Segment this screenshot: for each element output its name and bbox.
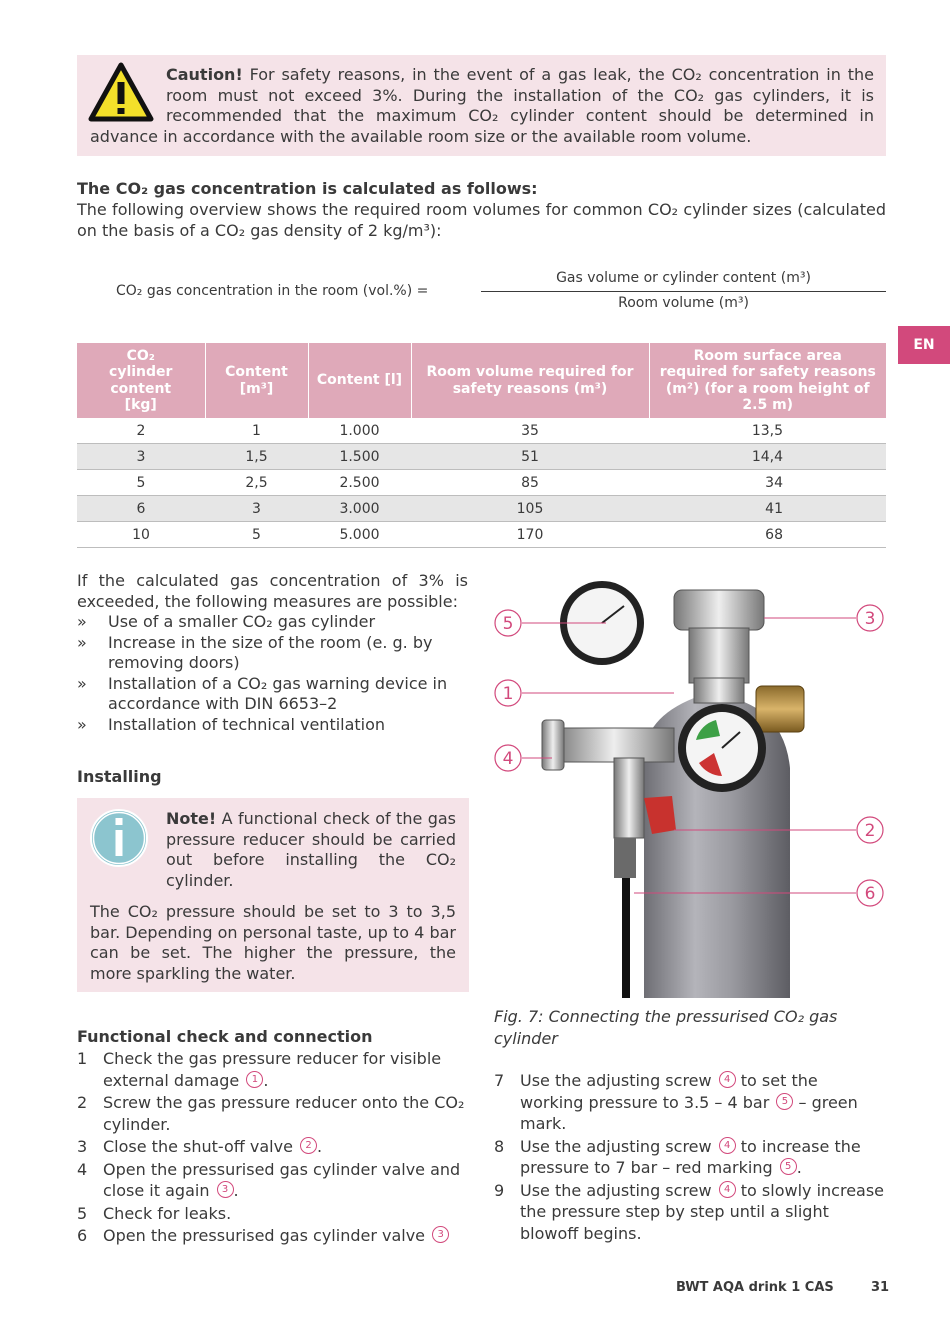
- table-header-row: [77, 343, 886, 418]
- header-content-l: Content [l]: [308, 343, 411, 418]
- callout-label-5: 5: [502, 614, 514, 634]
- page-number: 31: [871, 1280, 890, 1295]
- step-number: 4: [77, 1159, 88, 1179]
- table-cell: 2,5: [205, 470, 308, 496]
- caution-body: For safety reasons, in the event of a gas leak, the CO₂ concentration in the room must not exceed 3%. During the installation of the CO₂ gas cylinders, it is recommended that the maximum CO₂ cylinder content should be determined in advance in accordance with the available room size or the available room volume.: [90, 65, 874, 146]
- fraction-line: [481, 291, 886, 292]
- step-number: 8: [494, 1136, 505, 1156]
- step-text: Use the adjusting screw: [520, 1071, 712, 1090]
- callout-ref: 5: [776, 1093, 793, 1110]
- callout-ref: 3: [217, 1181, 234, 1198]
- table-cell: 1,5: [205, 444, 308, 470]
- step-item: [77, 1048, 469, 1091]
- functional-heading: Functional check and connection: [77, 1027, 373, 1046]
- table-row: [77, 444, 886, 470]
- table-cell: 1.000: [308, 418, 411, 444]
- step-text: Check for leaks.: [103, 1203, 232, 1223]
- table-cell: 10: [77, 522, 205, 548]
- header-room-surface: Room surface area required for safety reasons (m²) (for a room height of 2.5 m): [649, 343, 886, 418]
- measures-list: [77, 612, 468, 735]
- step-item: [77, 1092, 469, 1135]
- step-number: 9: [494, 1180, 505, 1200]
- step-number: 3: [77, 1137, 88, 1156]
- callout-ref: 3: [432, 1226, 449, 1243]
- table-cell: 51: [411, 444, 649, 470]
- header-cylinder-content: CO₂ cylinder content [kg]: [77, 343, 205, 418]
- table-row: [77, 418, 886, 444]
- callout-ref: 1: [246, 1071, 263, 1088]
- table-cell: 1: [205, 418, 308, 444]
- table-cell: 5.000: [308, 522, 411, 548]
- step-text: Open the pressurised gas cylinder valve: [103, 1226, 426, 1245]
- steps-list-right: [494, 1070, 886, 1245]
- callout-label-6: 6: [864, 884, 876, 904]
- callout-ref: 5: [780, 1158, 797, 1175]
- table-cell: 13,5: [649, 418, 886, 444]
- callout-5: [495, 610, 521, 636]
- formula-intro: The following overview shows the required room volumes for common CO₂ cylinder sizes (calculated on the basis of a CO₂ gas density of 2 kg/m³):: [77, 200, 886, 240]
- callout-4: [495, 745, 521, 771]
- step-after: .: [263, 1070, 269, 1090]
- step-text: – green mark.: [520, 1092, 858, 1133]
- caution-lead: Caution!: [166, 65, 243, 84]
- table-cell: 105: [411, 496, 649, 522]
- table-cell: 2: [77, 418, 205, 444]
- table-cell: 1.500: [308, 444, 411, 470]
- bullet-marker: »: [77, 632, 87, 652]
- formula-heading: The CO₂ gas concentration is calculated as follows:: [77, 179, 538, 198]
- step-text: Use the adjusting screw: [520, 1180, 712, 1200]
- callout-3: [857, 605, 883, 631]
- callout-6: [857, 880, 883, 906]
- table-cell: 5: [77, 470, 205, 496]
- step-number: 1: [77, 1049, 88, 1068]
- table-cell: 2.500: [308, 470, 411, 496]
- list-item: [77, 612, 468, 633]
- table-row: [77, 470, 886, 496]
- list-item-text: Increase in the size of the room (e. g. by removing doors): [108, 632, 433, 672]
- step-number: 2: [77, 1093, 88, 1112]
- step-text: to slowly increase the pressure step by step until a slight blowoff begins.: [520, 1180, 885, 1243]
- info-icon: [89, 808, 149, 868]
- step-number: 7: [494, 1071, 505, 1090]
- table-cell: 85: [411, 470, 649, 496]
- equation-denominator: Room volume (m³): [618, 295, 749, 311]
- step-text: Check the gas pressure reducer for visible external damage: [103, 1049, 442, 1090]
- step-text: to set the working pressure to 3.5 – 4 bar: [520, 1071, 818, 1112]
- step-number: 5: [77, 1203, 88, 1223]
- table-row: [77, 496, 886, 522]
- step-after: .: [317, 1137, 323, 1156]
- installing-heading: Installing: [77, 767, 162, 786]
- step-item: [494, 1180, 886, 1245]
- list-item-text: Installation of a CO₂ gas warning device in accordance with DIN 6653–2: [108, 673, 448, 713]
- table-cell: 3: [205, 496, 308, 522]
- co2-cylinder-table: [77, 343, 886, 548]
- table-cell: 34: [649, 470, 886, 496]
- language-tab: EN: [898, 326, 950, 364]
- steps-list-left: [77, 1048, 469, 1248]
- table-cell: 5: [205, 522, 308, 548]
- step-item: [77, 1159, 469, 1202]
- callout-ref: 2: [300, 1137, 317, 1154]
- callout-ref: 4: [719, 1181, 736, 1198]
- step-text: Open the pressurised gas cylinder valve and close it again: [103, 1159, 461, 1200]
- table-cell: 68: [649, 522, 886, 548]
- callout-label-3: 3: [864, 609, 876, 629]
- list-item: [77, 715, 468, 736]
- callout-ref: 4: [719, 1137, 736, 1154]
- note-body: A functional check of the gas pressure reducer should be carried out before installing the CO₂ cylinder.: [166, 809, 456, 890]
- callout-ref: 4: [719, 1071, 736, 1088]
- callout-label-4: 4: [502, 749, 514, 769]
- step-text: Screw the gas pressure reducer onto the CO₂ cylinder.: [103, 1093, 465, 1134]
- bullet-marker: »: [77, 714, 87, 734]
- header-content-m3: Content [m³]: [205, 343, 308, 418]
- note-lead: Note!: [166, 809, 217, 828]
- callout-label-1: 1: [502, 684, 514, 704]
- table-cell: 14,4: [649, 444, 886, 470]
- step-text: Use the adjusting screw: [520, 1136, 712, 1156]
- header-room-volume: Room volume required for safety reasons (m³): [411, 343, 649, 418]
- table-cell: 170: [411, 522, 649, 548]
- list-item: [77, 674, 468, 715]
- callout-label-2: 2: [864, 821, 876, 841]
- caution-text: [90, 65, 874, 147]
- figure-caption: Fig. 7: Connecting the pressurised CO₂ gas cylinder: [494, 1007, 838, 1048]
- table-cell: 3: [77, 444, 205, 470]
- step-after: .: [233, 1181, 239, 1200]
- bullet-marker: »: [77, 673, 87, 693]
- callout-1: [495, 680, 521, 706]
- step-number: 6: [77, 1226, 88, 1245]
- table-cell: 6: [77, 496, 205, 522]
- callout-2: [857, 817, 883, 843]
- equation-numerator: Gas volume or cylinder content (m³): [556, 270, 811, 286]
- step-text: .: [796, 1158, 802, 1177]
- gas-cylinder-figure: [494, 568, 886, 998]
- bullet-marker: »: [77, 612, 87, 631]
- list-item-text: Installation of technical ventilation: [108, 714, 386, 734]
- step-text: Close the shut-off valve: [103, 1137, 293, 1156]
- footer-title: BWT AQA drink 1 CAS: [676, 1280, 834, 1295]
- step-item: [494, 1136, 886, 1179]
- measures-intro: If the calculated gas concentration of 3% is exceeded, the following measures are possible:: [77, 571, 468, 611]
- table-cell: 35: [411, 418, 649, 444]
- step-item: [494, 1070, 886, 1135]
- step-item: [77, 1136, 469, 1158]
- step-text: to increase the pressure to 7 bar – red marking: [520, 1136, 861, 1177]
- table-row: [77, 522, 886, 548]
- list-item-text: Use of a smaller CO₂ gas cylinder: [108, 612, 376, 631]
- step-item: [77, 1203, 469, 1225]
- step-item: [77, 1225, 469, 1247]
- equation-lhs: CO₂ gas concentration in the room (vol.%) =: [116, 283, 429, 299]
- note-pressure-text: The CO₂ pressure should be set to 3 to 3,5 bar. Depending on personal taste, up to 4 bar can be set. The higher the pressure, the more sparkling the water.: [90, 902, 456, 983]
- warning-triangle-icon: [88, 62, 154, 122]
- table-cell: 3.000: [308, 496, 411, 522]
- table-cell: 41: [649, 496, 886, 522]
- list-item: [77, 633, 468, 674]
